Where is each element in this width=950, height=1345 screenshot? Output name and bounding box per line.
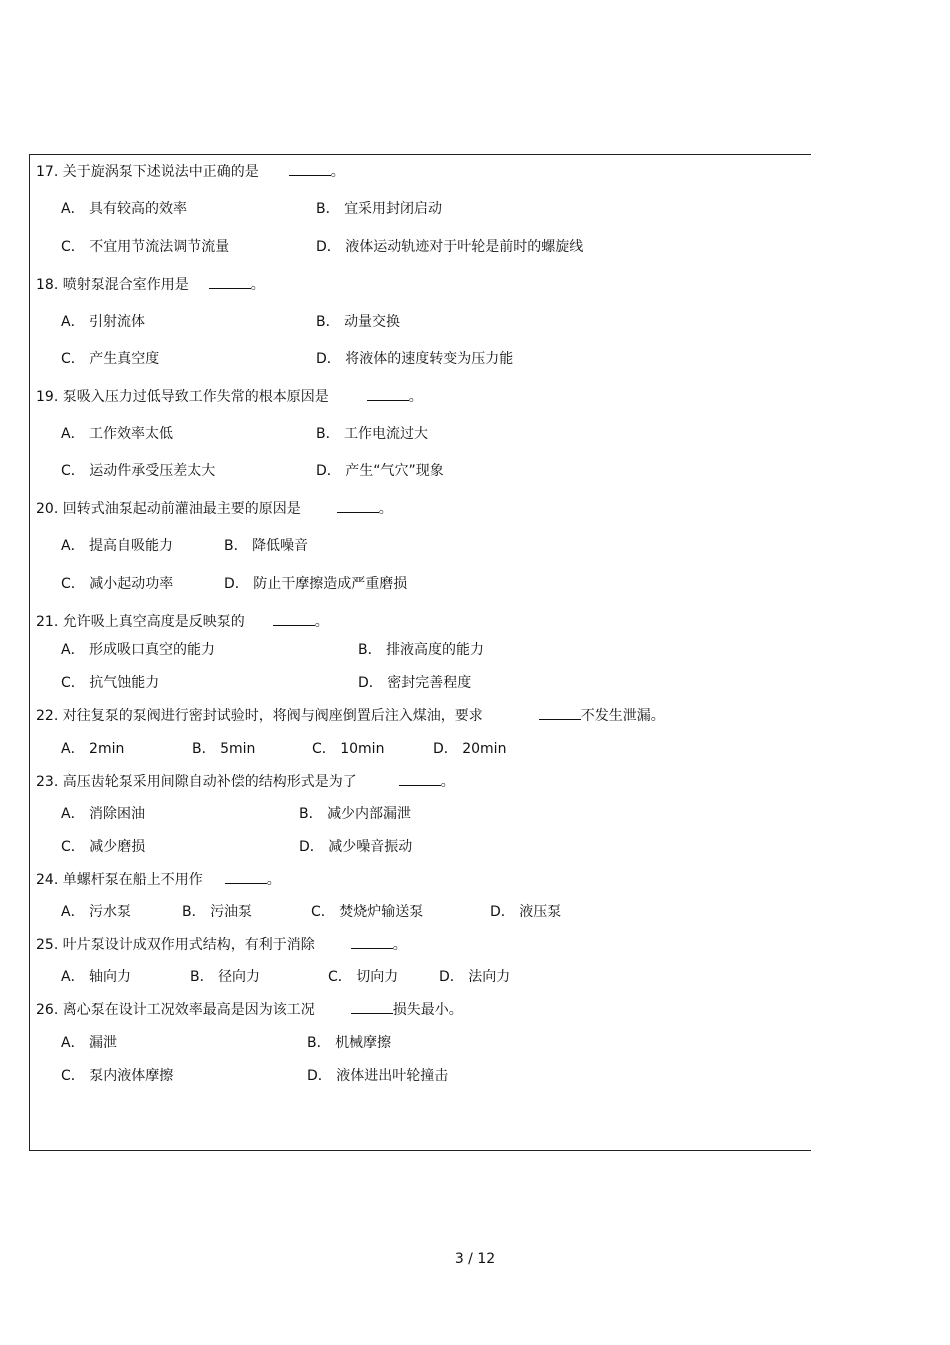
option-b: B． 减少内部漏泄 [299,806,412,822]
option-c: C． 不宜用节流法调节流量 [61,239,230,255]
question-19 [36,388,423,406]
option-a: A． 2min [61,741,125,757]
question-tail: 。 [408,389,423,405]
option-d: D． 法向力 [439,969,511,985]
question-text: 允许吸上真空高度是反映泵的 [62,614,245,630]
question-number: 22. [36,708,59,724]
option-a: A． 工作效率太低 [61,426,174,442]
option-d: D． 液体进出叶轮撞击 [307,1068,449,1084]
option-b: B． 径向力 [190,969,261,985]
question-tail: 损失最小。 [392,1002,463,1018]
option-b: B． 动量交换 [316,314,401,330]
question-tail: 。 [250,277,265,293]
question-text: 高压齿轮泵采用间隙自动补偿的结构形式是为了 [62,774,357,790]
question-text: 离心泵在设计工况效率最高是因为该工况 [62,1002,315,1018]
option-c: C． 焚烧炉输送泵 [311,904,424,920]
option-a: A． 漏泄 [61,1035,118,1051]
option-c: C． 运动件承受压差太大 [61,463,216,479]
answer-blank [367,388,409,401]
question-number: 25. [36,937,59,953]
page-number: 3 / 12 [454,1251,496,1267]
question-tail: 。 [266,872,281,888]
option-d: D． 密封完善程度 [358,675,472,691]
option-c: C． 产生真空度 [61,351,160,367]
answer-blank [399,773,441,786]
question-18 [36,276,265,294]
option-b: B． 降低噪音 [224,538,309,554]
option-b: B． 5min [192,741,256,757]
option-c: C． 减少磨损 [61,839,146,855]
question-text: 叶片泵设计成双作用式结构，有利于消除 [62,937,315,953]
option-c: C． 切向力 [328,969,399,985]
option-a: A． 形成吸口真空的能力 [61,642,216,658]
option-d: D． 将液体的速度转变为压力能 [316,351,514,367]
question-26 [36,1001,463,1019]
question-number: 26. [36,1002,59,1018]
option-d: D． 产生“气穴”现象 [316,463,444,479]
question-number: 20. [36,501,59,517]
question-number: 21. [36,614,59,630]
question-tail: 。 [378,501,393,517]
option-b: B． 工作电流过大 [316,426,429,442]
question-number: 23. [36,774,59,790]
question-22 [36,707,665,725]
option-a: A． 消除困油 [61,806,146,822]
question-24 [36,871,281,889]
question-number: 19. [36,389,59,405]
option-d: D． 减少噪音振动 [299,839,413,855]
option-a: A． 污水泵 [61,904,132,920]
answer-blank [351,1001,393,1014]
question-text: 回转式油泵起动前灌油最主要的原因是 [62,501,301,517]
question-text: 对往复泵的泵阀进行密封试验时，将阀与阀座倒置后注入煤油，要求 [62,708,483,724]
question-text: 喷射泵混合室作用是 [62,277,189,293]
question-21 [36,613,329,631]
question-tail: 。 [330,164,345,180]
option-c: C． 减小起动功率 [61,576,174,592]
answer-blank [209,276,251,289]
option-a: A． 引射流体 [61,314,146,330]
question-23 [36,773,455,791]
option-a: A． 轴向力 [61,969,132,985]
answer-blank [225,871,267,884]
option-a: A． 提高自吸能力 [61,538,174,554]
answer-blank [351,936,393,949]
question-number: 24. [36,872,59,888]
question-tail: 不发生泄漏。 [580,708,665,724]
option-b: B． 机械摩擦 [307,1035,392,1051]
answer-blank [337,500,379,513]
answer-blank [273,613,315,626]
option-d: D． 液压泵 [490,904,562,920]
option-b: B． 宜采用封闭启动 [316,201,443,217]
option-d: D． 20min [433,741,507,757]
question-20 [36,500,393,518]
question-25 [36,936,407,954]
question-number: 17. [36,164,59,180]
question-17 [36,163,345,181]
question-text: 单螺杆泵在船上不用作 [62,872,203,888]
question-tail: 。 [392,937,407,953]
question-number: 18. [36,277,59,293]
option-c: C． 泵内液体摩擦 [61,1068,174,1084]
answer-blank [289,163,331,176]
question-tail: 。 [314,614,329,630]
option-c: C． 抗气蚀能力 [61,675,160,691]
option-d: D． 液体运动轨迹对于叶轮是前时的螺旋线 [316,239,584,255]
answer-blank [539,707,581,720]
option-c: C． 10min [312,741,385,757]
question-text: 关于旋涡泵下述说法中正确的是 [62,164,259,180]
option-b: B． 污油泵 [182,904,253,920]
question-text: 泵吸入压力过低导致工作失常的根本原因是 [62,389,329,405]
option-a: A． 具有较高的效率 [61,201,188,217]
option-b: B． 排液高度的能力 [358,642,485,658]
question-tail: 。 [440,774,455,790]
option-d: D． 防止干摩擦造成严重磨损 [224,576,408,592]
